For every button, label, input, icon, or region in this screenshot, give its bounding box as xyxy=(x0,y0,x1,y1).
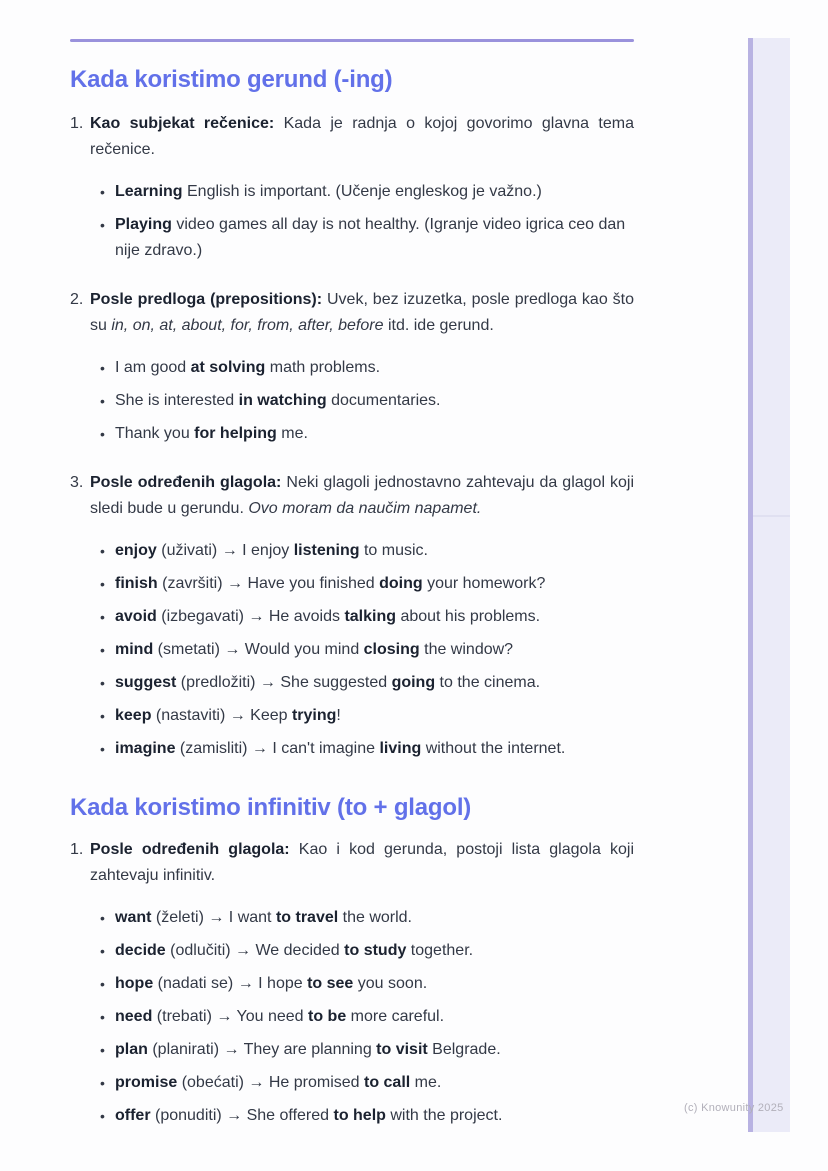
text-segment: math problems. xyxy=(265,359,381,376)
text-segment: to call xyxy=(363,1074,411,1091)
text-segment: imagine xyxy=(115,740,176,757)
bullet-text xyxy=(115,1037,634,1063)
text-segment: to the cinema. xyxy=(435,674,541,691)
bullet-text xyxy=(115,538,634,564)
bullet-text xyxy=(115,703,634,729)
text-segment: (završiti) → Have you finished xyxy=(157,575,380,592)
numbered-list xyxy=(70,837,634,1136)
text-segment: without the internet. xyxy=(421,740,566,757)
bullet-item xyxy=(100,388,634,414)
text-segment: (odlučiti) → We decided xyxy=(165,942,345,959)
text-segment: English is important. (Učenje engleskog je važno.) xyxy=(182,183,542,200)
next-page-edge-strip xyxy=(748,38,790,1132)
bullet-item xyxy=(100,971,634,997)
text-segment: decide xyxy=(115,942,166,959)
section-gerund-usage xyxy=(70,65,634,769)
document-content xyxy=(70,65,634,1152)
text-segment: keep xyxy=(115,707,152,724)
text-segment: Posle određenih glagola: xyxy=(90,474,282,491)
text-segment: Posle predloga (prepositions): xyxy=(90,291,323,308)
page-seam-line xyxy=(753,515,790,517)
bullet-item xyxy=(100,538,634,564)
item-paragraph xyxy=(90,287,634,339)
text-segment: Uvek, bez izuzetka, posle predloga kao što su xyxy=(90,291,634,334)
bullet-item xyxy=(100,604,634,630)
bullet-marker: • xyxy=(100,1075,105,1091)
bullet-marker: • xyxy=(100,576,105,592)
bullet-marker: • xyxy=(100,1042,105,1058)
text-segment: hope xyxy=(115,975,154,992)
bullet-marker: • xyxy=(100,642,105,658)
bullet-text xyxy=(115,938,634,964)
item-number: 3. xyxy=(70,474,84,491)
text-segment: plan xyxy=(115,1041,148,1058)
text-segment: (ponuditi) → She offered xyxy=(150,1107,334,1124)
text-segment: the window? xyxy=(419,641,514,658)
numbered-list xyxy=(70,111,634,769)
top-divider-rule xyxy=(70,39,634,42)
bullet-text xyxy=(115,1103,634,1129)
bullet-marker: • xyxy=(100,708,105,724)
section-heading: Kada koristimo infinitiv (to + glagol) xyxy=(70,794,472,821)
bullet-text xyxy=(115,637,634,663)
text-segment: you soon. xyxy=(353,975,428,992)
item-body xyxy=(90,470,634,769)
text-segment: me. xyxy=(276,425,308,442)
text-segment: (uživati) → I enjoy xyxy=(156,542,294,559)
bullet-text xyxy=(115,388,634,414)
text-segment: to travel xyxy=(275,909,339,926)
bullet-list xyxy=(90,538,634,762)
text-segment: (predložiti) → She suggested xyxy=(176,674,392,691)
text-segment: Belgrade. xyxy=(427,1041,501,1058)
text-segment: Learning xyxy=(115,183,183,200)
text-segment: need xyxy=(115,1008,153,1025)
bullet-list xyxy=(90,905,634,1129)
text-segment: at solving xyxy=(190,359,266,376)
text-segment: (izbegavati) → He avoids xyxy=(156,608,345,625)
text-segment: talking xyxy=(344,608,396,625)
text-segment: Playing xyxy=(115,216,172,233)
bullet-marker: • xyxy=(100,393,105,409)
bullet-item xyxy=(100,355,634,381)
bullet-list xyxy=(90,355,634,447)
text-segment: (zamisliti) → I can't imagine xyxy=(175,740,380,757)
section-heading: Kada koristimo gerund (-ing) xyxy=(70,66,393,93)
text-segment: to see xyxy=(307,975,354,992)
item-number: 1. xyxy=(70,115,84,132)
text-segment: Neki glagoli jednostavno zahtevaju da glagol koji sledi bude u gerundu. xyxy=(90,474,635,517)
item-paragraph xyxy=(90,470,634,522)
text-segment: (nastaviti) → Keep xyxy=(151,707,292,724)
text-segment: documentaries. xyxy=(326,392,441,409)
bullet-item xyxy=(100,1037,634,1063)
bullet-item xyxy=(100,1070,634,1096)
bullet-marker: • xyxy=(100,217,105,233)
text-segment: together. xyxy=(406,942,474,959)
bullet-item xyxy=(100,212,634,264)
bullet-marker: • xyxy=(100,976,105,992)
text-segment: finish xyxy=(115,575,158,592)
text-segment: Kao subjekat rečenice: xyxy=(90,115,275,132)
text-segment: offer xyxy=(115,1107,151,1124)
bullet-marker: • xyxy=(100,675,105,691)
text-segment: for helping xyxy=(194,425,277,442)
text-segment: going xyxy=(391,674,436,691)
text-segment: with the project. xyxy=(385,1107,503,1124)
item-paragraph xyxy=(90,837,634,889)
text-segment: me. xyxy=(410,1074,442,1091)
text-segment: to be xyxy=(308,1008,347,1025)
text-segment: trying xyxy=(291,707,337,724)
text-segment: suggest xyxy=(115,674,177,691)
bullet-item xyxy=(100,571,634,597)
bullet-text xyxy=(115,604,634,630)
text-segment: to visit xyxy=(376,1041,428,1058)
bullet-marker: • xyxy=(100,426,105,442)
bullet-marker: • xyxy=(100,1108,105,1124)
bullet-item xyxy=(100,703,634,729)
text-segment: (obećati) → He promised xyxy=(177,1074,364,1091)
bullet-list xyxy=(90,179,634,264)
text-segment: in, on, at, about, for, from, after, before xyxy=(111,317,384,334)
item-paragraph xyxy=(90,111,634,163)
text-segment: (smetati) → Would you mind xyxy=(153,641,364,658)
text-segment: Thank you xyxy=(115,425,195,442)
text-segment: (planirati) → They are planning xyxy=(147,1041,377,1058)
bullet-text xyxy=(115,355,634,381)
text-segment: (nadati se) → I hope xyxy=(153,975,308,992)
bullet-text xyxy=(115,571,634,597)
item-number: 1. xyxy=(70,841,84,858)
bullet-text xyxy=(115,905,634,931)
bullet-text xyxy=(115,421,634,447)
text-segment: in watching xyxy=(238,392,327,409)
bullet-marker: • xyxy=(100,609,105,625)
bullet-item xyxy=(100,179,634,205)
numbered-item xyxy=(70,111,634,271)
bullet-marker: • xyxy=(100,943,105,959)
numbered-item xyxy=(70,287,634,454)
text-segment: more careful. xyxy=(346,1008,445,1025)
bullet-item xyxy=(100,736,634,762)
text-segment: closing xyxy=(363,641,420,658)
item-body xyxy=(90,287,634,454)
bullet-marker: • xyxy=(100,910,105,926)
text-segment: Ovo moram da naučim napamet. xyxy=(248,500,482,517)
bullet-text xyxy=(115,971,634,997)
text-segment: She is interested xyxy=(115,392,239,409)
numbered-item xyxy=(70,837,634,1136)
text-segment: (trebati) → You need xyxy=(152,1008,308,1025)
copyright-footer: (c) Knowunity 2025 xyxy=(684,1102,784,1114)
bullet-marker: • xyxy=(100,184,105,200)
bullet-text xyxy=(115,1004,634,1030)
bullet-item xyxy=(100,637,634,663)
text-segment: enjoy xyxy=(115,542,157,559)
text-segment: to help xyxy=(333,1107,386,1124)
text-segment: the world. xyxy=(338,909,412,926)
bullet-item xyxy=(100,1103,634,1129)
text-segment: to music. xyxy=(359,542,428,559)
bullet-item xyxy=(100,938,634,964)
text-segment: Kao i kod gerunda, postoji lista glagola koji zahtevaju infinitiv. xyxy=(90,841,635,884)
bullet-text xyxy=(115,179,634,205)
bullet-marker: • xyxy=(100,1009,105,1025)
text-segment: your homework? xyxy=(422,575,546,592)
text-segment: itd. ide gerund. xyxy=(383,317,494,334)
text-segment: Posle određenih glagola: xyxy=(90,841,290,858)
numbered-item xyxy=(70,470,634,769)
text-segment: mind xyxy=(115,641,154,658)
bullet-marker: • xyxy=(100,360,105,376)
text-segment: to study xyxy=(344,942,407,959)
item-number: 2. xyxy=(70,291,84,308)
text-segment: listening xyxy=(293,542,360,559)
text-segment: avoid xyxy=(115,608,157,625)
section-infinitive-usage xyxy=(70,793,634,1136)
bullet-marker: • xyxy=(100,543,105,559)
text-segment: promise xyxy=(115,1074,178,1091)
bullet-item xyxy=(100,421,634,447)
bullet-item xyxy=(100,905,634,931)
text-segment: video games all day is not healthy. (Igranje video igrica ceo dan nije zdravo.) xyxy=(115,216,626,259)
bullet-text xyxy=(115,736,634,762)
bullet-text xyxy=(115,212,634,264)
text-segment: about his problems. xyxy=(396,608,541,625)
text-segment: ! xyxy=(336,707,341,724)
text-segment: doing xyxy=(379,575,423,592)
bullet-text xyxy=(115,1070,634,1096)
item-body xyxy=(90,111,634,271)
bullet-item xyxy=(100,670,634,696)
text-segment: living xyxy=(379,740,422,757)
text-segment: want xyxy=(115,909,152,926)
bullet-item xyxy=(100,1004,634,1030)
bullet-marker: • xyxy=(100,741,105,757)
text-segment: I am good xyxy=(115,359,191,376)
text-segment: (želeti) → I want xyxy=(151,909,276,926)
bullet-text xyxy=(115,670,634,696)
item-body xyxy=(90,837,634,1136)
text-segment: Kada je radnja o kojoj govorimo glavna tema rečenice. xyxy=(90,115,635,158)
